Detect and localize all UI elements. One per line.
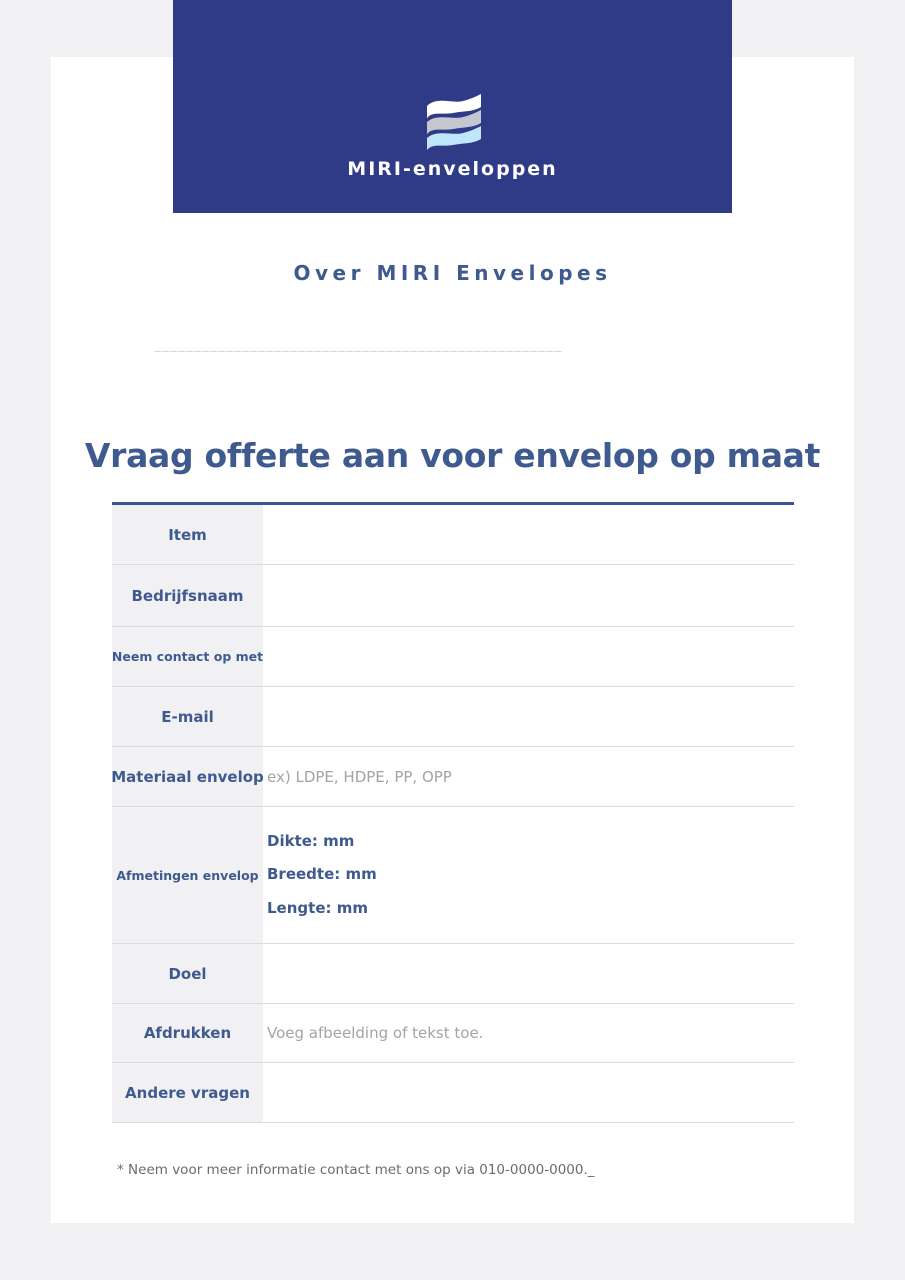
- row-label: Bedrijfsnaam: [112, 565, 263, 626]
- form-row-printing: [112, 1004, 794, 1063]
- row-label: E-mail: [112, 687, 263, 746]
- printing-placeholder: Voeg afbeelding of tekst toe.: [267, 1024, 484, 1042]
- quote-form-table: [112, 502, 794, 1123]
- form-row-purpose: [112, 944, 794, 1004]
- form-row-item: [112, 505, 794, 565]
- other-questions-field[interactable]: [263, 1063, 794, 1122]
- printing-field[interactable]: [263, 1004, 794, 1062]
- width-line: Breedte: mm: [267, 865, 377, 884]
- page-title: Vraag offerte aan voor envelop op maat: [84, 436, 821, 475]
- row-label: Andere vragen: [112, 1063, 263, 1122]
- thickness-line: Dikte: mm: [267, 831, 355, 850]
- form-row-other-questions: [112, 1063, 794, 1123]
- row-label: Neem contact op met: [112, 627, 263, 686]
- brand-name: MIRI-enveloppen: [347, 158, 558, 180]
- item-field[interactable]: [263, 505, 794, 564]
- row-label: Afdrukken: [112, 1004, 263, 1062]
- purpose-field[interactable]: [263, 944, 794, 1003]
- form-row-material: [112, 747, 794, 807]
- form-row-contact: [112, 627, 794, 687]
- form-row-company: [112, 565, 794, 627]
- row-label: Item: [112, 505, 263, 564]
- fine-print-line: [155, 351, 562, 352]
- row-label: Materiaal envelop: [112, 747, 263, 806]
- company-name-field[interactable]: [263, 565, 794, 626]
- material-placeholder: ex) LDPE, HDPE, PP, OPP: [267, 767, 452, 786]
- contact-person-field[interactable]: [263, 627, 794, 686]
- row-label: Afmetingen envelop: [112, 807, 263, 943]
- wave-stripes-icon: [423, 94, 483, 150]
- form-row-email: [112, 687, 794, 747]
- contact-footnote: * Neem voor meer informatie contact met ons op via 010-0000-0000._: [117, 1162, 595, 1178]
- row-label: Doel: [112, 944, 263, 1003]
- material-field[interactable]: [263, 747, 794, 806]
- brand-banner: [173, 0, 732, 213]
- about-heading: Over MIRI Envelopes: [293, 261, 612, 285]
- length-line: Lengte: mm: [267, 898, 368, 917]
- dimensions-field[interactable]: [263, 807, 794, 943]
- form-row-dimensions: [112, 807, 794, 944]
- email-field[interactable]: [263, 687, 794, 746]
